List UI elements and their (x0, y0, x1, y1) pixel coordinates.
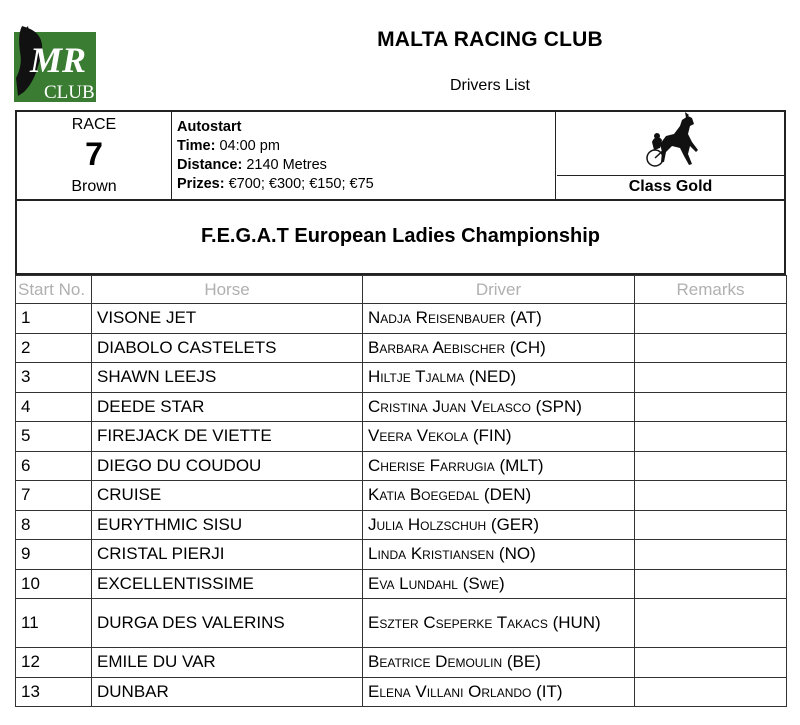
remarks (635, 648, 787, 678)
table-row (16, 599, 787, 648)
header-remarks: Remarks (635, 276, 787, 304)
remarks (635, 481, 787, 511)
horse-name: SHAWN LEEJS (92, 363, 363, 393)
driver-name: Cherise Farrugia (MLT) (363, 451, 635, 481)
table-row (16, 510, 787, 540)
club-logo-graphic (14, 26, 98, 104)
horse-name: FIREJACK DE VIETTE (92, 422, 363, 452)
horse-name: DEEDE STAR (92, 392, 363, 422)
remarks (635, 569, 787, 599)
horse-name: CRUISE (92, 481, 363, 511)
driver-name: Beatrice Demoulin (BE) (363, 648, 635, 678)
club-title: MALTA RACING CLUB (377, 28, 603, 51)
harness-horse-icon (642, 112, 706, 172)
start-number: 11 (16, 599, 92, 648)
remarks (635, 510, 787, 540)
remarks (635, 422, 787, 452)
start-number: 6 (16, 451, 92, 481)
document-subtitle: Drivers List (449, 77, 530, 94)
start-number: 8 (16, 510, 92, 540)
logo-text-bottom: CLUB (44, 82, 95, 103)
table-row (16, 392, 787, 422)
class-divider (557, 175, 784, 176)
table-row (16, 569, 787, 599)
race-details-cell (173, 112, 556, 199)
race-colour: Brown (71, 178, 117, 195)
driver-name: Eszter Cseperke Takacs (HUN) (363, 599, 635, 648)
driver-name: Hiltje Tjalma (NED) (363, 363, 635, 393)
remarks (635, 304, 787, 334)
horse-name: EURYTHMIC SISU (92, 510, 363, 540)
table-row (16, 451, 787, 481)
championship-title: F.E.G.A.T European Ladies Championship (201, 225, 600, 247)
club-logo (14, 26, 98, 104)
table-row (16, 648, 787, 678)
race-prizes: Prizes: €700; €300; €150; €75 (177, 176, 374, 192)
table-row (16, 363, 787, 393)
championship-box (15, 199, 786, 275)
race-label: RACE (71, 116, 117, 133)
table-row (16, 677, 787, 707)
table-header-row (16, 276, 787, 304)
horse-name: DUNBAR (92, 677, 363, 707)
remarks (635, 677, 787, 707)
driver-name: Eva Lundahl (Swe) (363, 569, 635, 599)
table-row (16, 333, 787, 363)
driver-name: Julia Holzschuh (GER) (363, 510, 635, 540)
start-number: 4 (16, 392, 92, 422)
table-row (16, 304, 787, 334)
logo-text-top: MR (30, 40, 87, 80)
table-row (16, 422, 787, 452)
race-time: Time: 04:00 pm (177, 138, 280, 154)
horse-name: DIABOLO CASTELETS (92, 333, 363, 363)
start-number: 12 (16, 648, 92, 678)
race-info-box (15, 110, 786, 201)
remarks (635, 451, 787, 481)
driver-name: Cristina Juan Velasco (SPN) (363, 392, 635, 422)
start-number: 13 (16, 677, 92, 707)
driver-name: Linda Kristiansen (NO) (363, 540, 635, 570)
header-start-no: Start No. (16, 276, 92, 304)
horse-name: DIEGO DU COUDOU (92, 451, 363, 481)
driver-name: Veera Vekola (FIN) (363, 422, 635, 452)
header-horse: Horse (92, 276, 363, 304)
remarks (635, 333, 787, 363)
start-number: 5 (16, 422, 92, 452)
header-driver: Driver (363, 276, 635, 304)
table-row (16, 540, 787, 570)
horse-name: DURGA DES VALERINS (92, 599, 363, 648)
table-row (16, 481, 787, 511)
race-class: Class Gold (628, 178, 713, 195)
horse-name: EMILE DU VAR (92, 648, 363, 678)
drivers-table (15, 275, 787, 707)
remarks (635, 599, 787, 648)
start-number: 1 (16, 304, 92, 334)
start-number: 7 (16, 481, 92, 511)
driver-name: Nadja Reisenbauer (AT) (363, 304, 635, 334)
race-class-cell (557, 112, 784, 199)
horse-name: CRISTAL PIERJI (92, 540, 363, 570)
driver-name: Elena Villani Orlando (IT) (363, 677, 635, 707)
start-number: 3 (16, 363, 92, 393)
remarks (635, 540, 787, 570)
race-distance: Distance: 2140 Metres (177, 157, 327, 173)
start-type: Autostart (177, 119, 242, 135)
remarks (635, 363, 787, 393)
driver-name: Barbara Aebischer (CH) (363, 333, 635, 363)
start-number: 10 (16, 569, 92, 599)
start-number: 9 (16, 540, 92, 570)
horse-name: VISONE JET (92, 304, 363, 334)
horse-name: EXCELLENTISSIME (92, 569, 363, 599)
race-number: 7 (85, 136, 103, 172)
remarks (635, 392, 787, 422)
race-number-cell (17, 112, 172, 199)
start-number: 2 (16, 333, 92, 363)
driver-name: Katia Boegedal (DEN) (363, 481, 635, 511)
